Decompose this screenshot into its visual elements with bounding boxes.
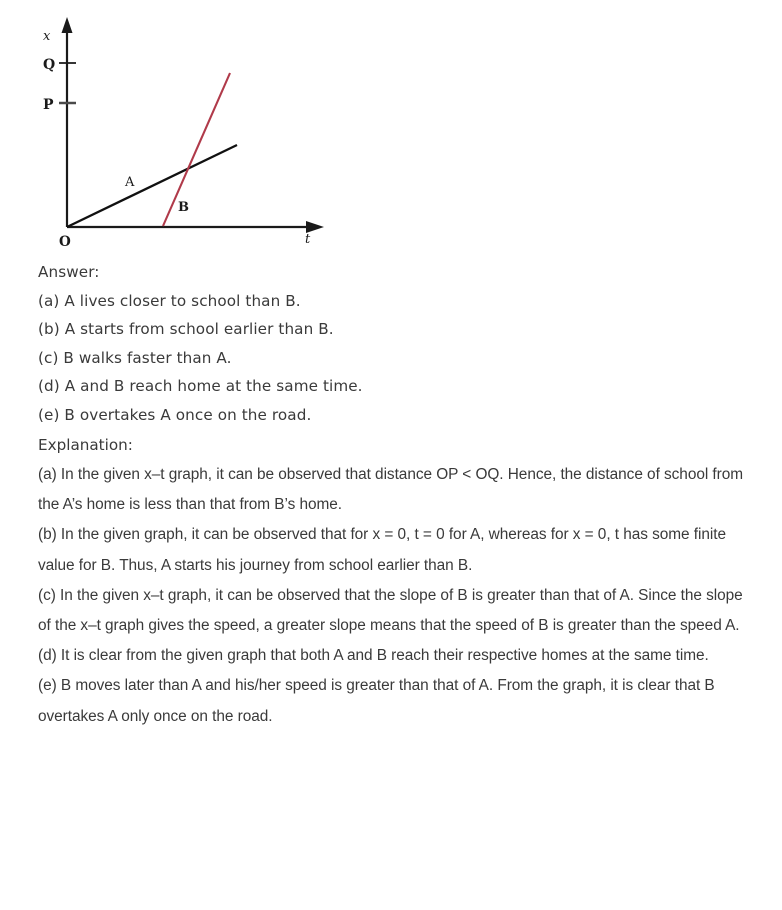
- curve-label-a: A: [125, 175, 135, 190]
- explanation-para-b: (b) In the given graph, it can be observed that for x = 0, t = 0 for A, whereas for x = 0, t has some finite value for B. Thus, A starts his journey from school earlier than B.: [38, 526, 726, 574]
- answer-item-d: (d) A and B reach home at the same time.: [38, 377, 363, 395]
- y-axis-arrow-icon: [62, 17, 73, 33]
- explanation-para-c: (c) In the given x–t graph, it can be observed that the slope of B is greater than that of A. Since the slope of the x–t graph gives the speed, a greater slope means that the speed of B is greater than the speed A.: [38, 586, 743, 635]
- position-time-graph-figure: [0, 0, 360, 258]
- explanation-heading: Explanation:: [38, 436, 133, 454]
- answer-item-c: (c) B walks faster than A.: [38, 348, 232, 367]
- tick-label-q: Q: [43, 57, 56, 73]
- x-axis-label: t: [305, 232, 311, 247]
- explanation-section: [38, 430, 744, 732]
- graph-svg: [0, 0, 360, 258]
- line-a: [67, 145, 237, 227]
- explanation-para-e: (e) B moves later than A and his/her speed is greater than that of A. From the graph, it is clear that B overtakes A only once on the road.: [38, 677, 715, 725]
- answer-item-e: (e) B overtakes A once on the road.: [38, 405, 312, 424]
- answer-item-a: (a) A lives closer to school than B.: [38, 291, 301, 310]
- answer-heading: Answer:: [38, 263, 100, 281]
- line-b: [163, 73, 230, 226]
- tick-label-p: P: [43, 97, 54, 113]
- y-axis-label: x: [43, 29, 51, 44]
- answer-item-b: (b) A starts from school earlier than B.: [38, 320, 334, 338]
- explanation-para-d: (d) It is clear from the given graph that both A and B reach their respective homes at the same time.: [38, 647, 709, 665]
- curve-label-b: B: [178, 200, 189, 215]
- explanation-para-a: (a) In the given x–t graph, it can be observed that distance OP < OQ. Hence, the distance of school from the A’s home is less than that from B’s home.: [38, 466, 744, 514]
- origin-label: O: [59, 234, 71, 250]
- answer-section: [38, 258, 750, 429]
